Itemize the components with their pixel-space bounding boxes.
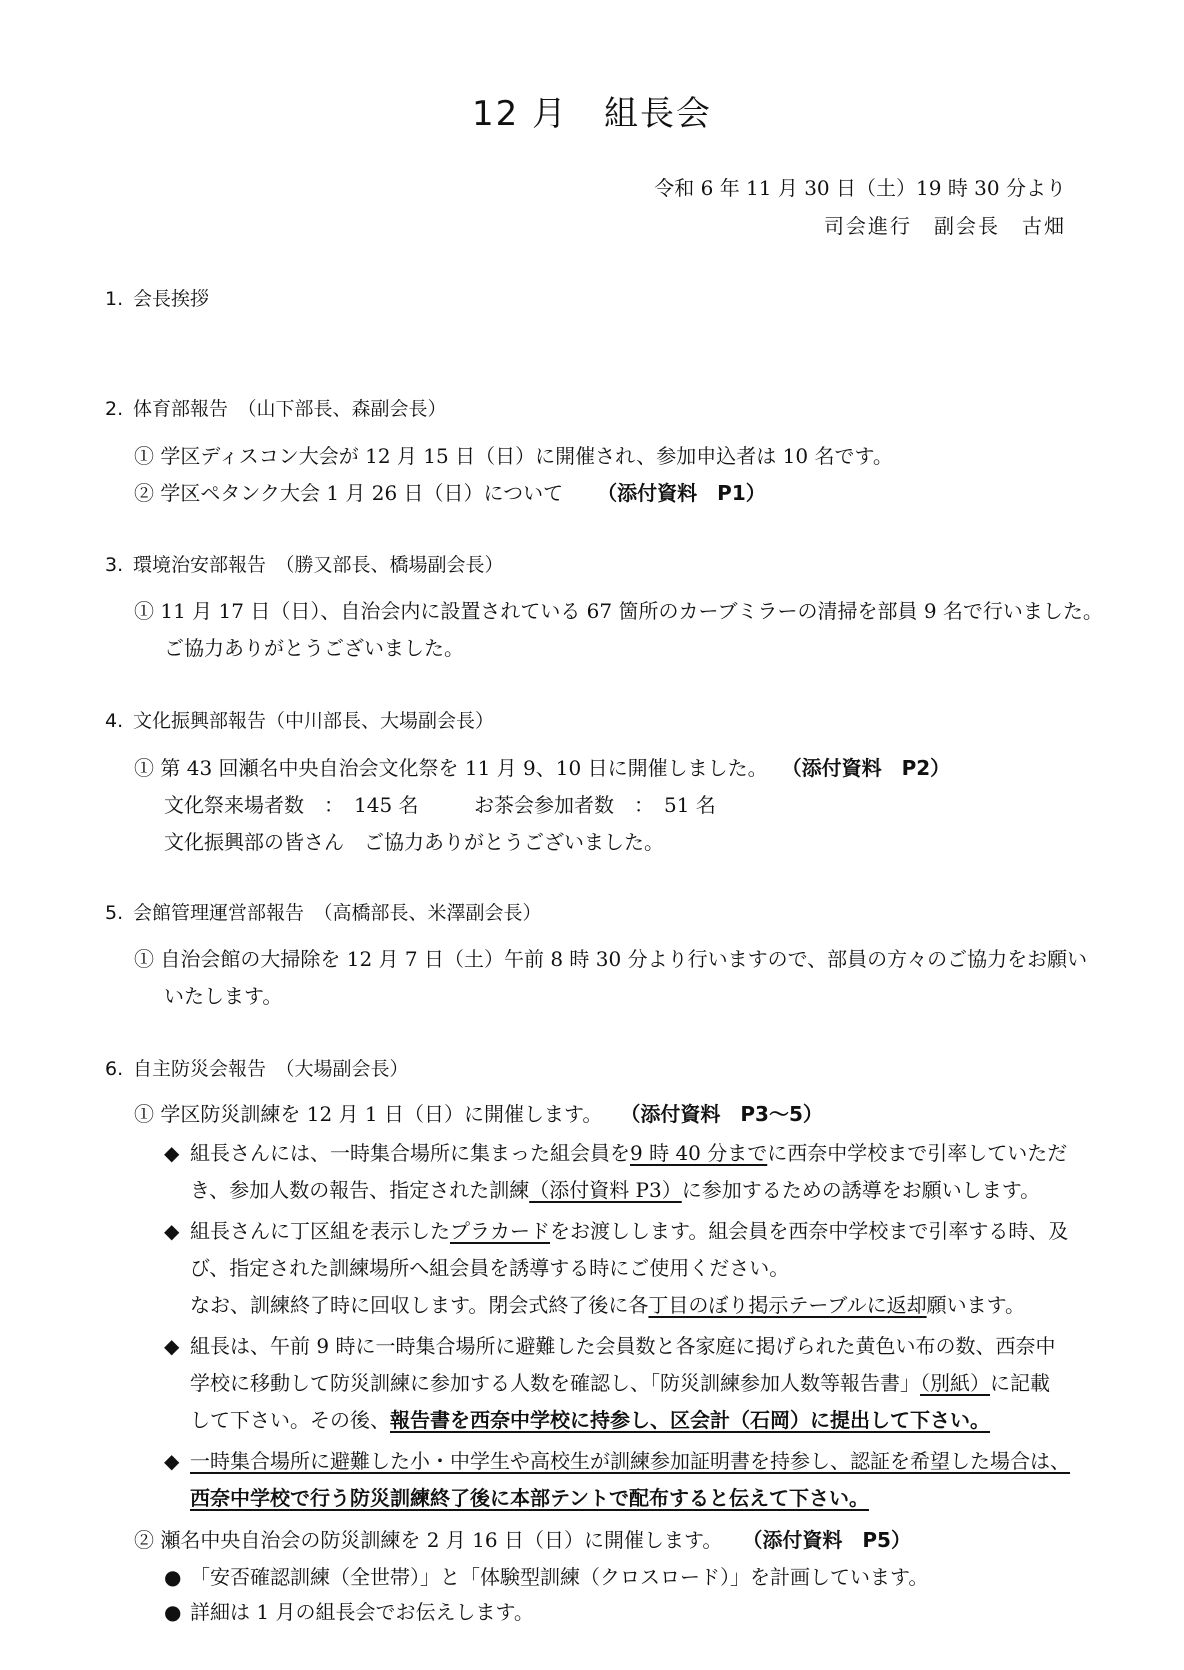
section-4-thanks: 文化振興部の皆さん ご協力ありがとうございました。 <box>164 830 664 854</box>
section-2-heading: 2. 体育部報告 （山下部長、森副会長） <box>105 398 447 420</box>
diamond-bullet-1-cont: き、参加人数の報告、指定された訓練（添付資料 P3）に参加するための誘導をお願いします。 <box>190 1178 1041 1202</box>
section-4-heading: 4. 文化振興部報告（中川部長、大場副会長） <box>105 710 495 732</box>
circle-bullet-2: ● 詳細は 1 月の組長会でお伝えします。 <box>164 1600 534 1624</box>
diamond-bullet-2: ◆ 組長さんに丁区組を表示したプラカードをお渡しします。組会員を西奈中学校まで引率する時、及 <box>164 1219 1069 1243</box>
page-title: 12 月 組長会 <box>471 94 713 134</box>
section-3-item-1-cont: ご協力ありがとうございました。 <box>164 636 464 660</box>
section-1-heading: 1. 会長挨拶 <box>105 288 210 310</box>
section-5-item-1-cont: いたします。 <box>164 984 283 1008</box>
section-2-item-2: ② 学区ペタンク大会 1 月 26 日（日）について （添付資料 P1） <box>134 481 766 505</box>
diamond-bullet-3-cont-2: して下さい。その後、報告書を西奈中学校に持参し、区会計（石岡）に提出して下さい。 <box>190 1408 990 1432</box>
attachment-ref: （添付資料 P2） <box>791 756 951 780</box>
section-4-item-1: ① 第 43 回瀬名中央自治会文化祭を 11 月 9、10 日に開催しました。 （添付資料 P2） <box>134 756 951 780</box>
meeting-datetime: 令和 6 年 11 月 30 日（土）19 時 30 分より <box>654 176 1066 200</box>
section-6-item-1: ① 学区防災訓練を 12 月 1 日（日）に開催します。 （添付資料 P3～5） <box>134 1102 823 1126</box>
attachment-ref: （添付資料 P3～5） <box>630 1102 823 1126</box>
festival-visitors: 文化祭来場者数 ： 145 名 <box>164 793 419 817</box>
diamond-bullet-1: ◆ 組長さんには、一時集合場所に集まった組会員を9 時 40 分までに西奈中学校まで引率していただ <box>164 1141 1068 1165</box>
circle-bullet-1: ● 「安否確認訓練（全世帯）」と「体験型訓練（クロスロード）」を計画しています。 <box>164 1565 929 1589</box>
diamond-bullet-2-cont: び、指定された訓練場所へ組会員を誘導する時にご使用ください。 <box>190 1256 790 1280</box>
section-3-item-1: ① 11 月 17 日（日）、自治会内に設置されている 67 箇所のカーブミラーの清掃を部員 9 名で行いました。 <box>134 599 1103 623</box>
attachment-ref: （添付資料 P5） <box>752 1528 911 1552</box>
meeting-chair: 司会進行 副会長 古畑 <box>824 214 1066 238</box>
diamond-bullet-4-cont: 西奈中学校で行う防災訓練終了後に本部テントで配布すると伝えて下さい。 <box>190 1486 869 1510</box>
section-5-heading: 5. 会館管理運営部報告 （高橋部長、米澤副会長） <box>105 902 542 924</box>
attachment-ref: （添付資料 P1） <box>597 481 766 505</box>
diamond-bullet-2-note: なお、訓練終了時に回収します。閉会式終了後に各丁目のぼり掲示テーブルに返却願います。 <box>190 1293 1026 1317</box>
diamond-bullet-3: ◆ 組長は、午前 9 時に一時集合場所に避難した会員数と各家庭に掲げられた黄色い布の数、西奈中 <box>164 1334 1056 1358</box>
section-5-item-1: ① 自治会館の大掃除を 12 月 7 日（土）午前 8 時 30 分より行いますので、部員の方々のご協力をお願い <box>134 947 1088 971</box>
section-3-heading: 3. 環境治安部報告 （勝又部長、橋場副会長） <box>105 554 504 576</box>
tea-participants: お茶会参加者数 ： 51 名 <box>474 793 716 817</box>
section-6-heading: 6. 自主防災会報告 （大場副会長） <box>105 1058 409 1080</box>
section-2-item-1: ① 学区ディスコン大会が 12 月 15 日（日）に開催され、参加申込者は 10 名です。 <box>134 444 893 468</box>
diamond-bullet-3-cont: 学校に移動して防災訓練に参加する人数を確認し、「防災訓練参加人数等報告書」（別紙）に記載 <box>190 1371 1050 1395</box>
diamond-bullet-4: ◆ 一時集合場所に避難した小・中学生や高校生が訓練参加証明書を持参し、認証を希望した場合は、 <box>164 1449 1070 1473</box>
section-6-item-2: ② 瀬名中央自治会の防災訓練を 2 月 16 日（日）に開催します。 （添付資料 P5） <box>134 1528 911 1552</box>
